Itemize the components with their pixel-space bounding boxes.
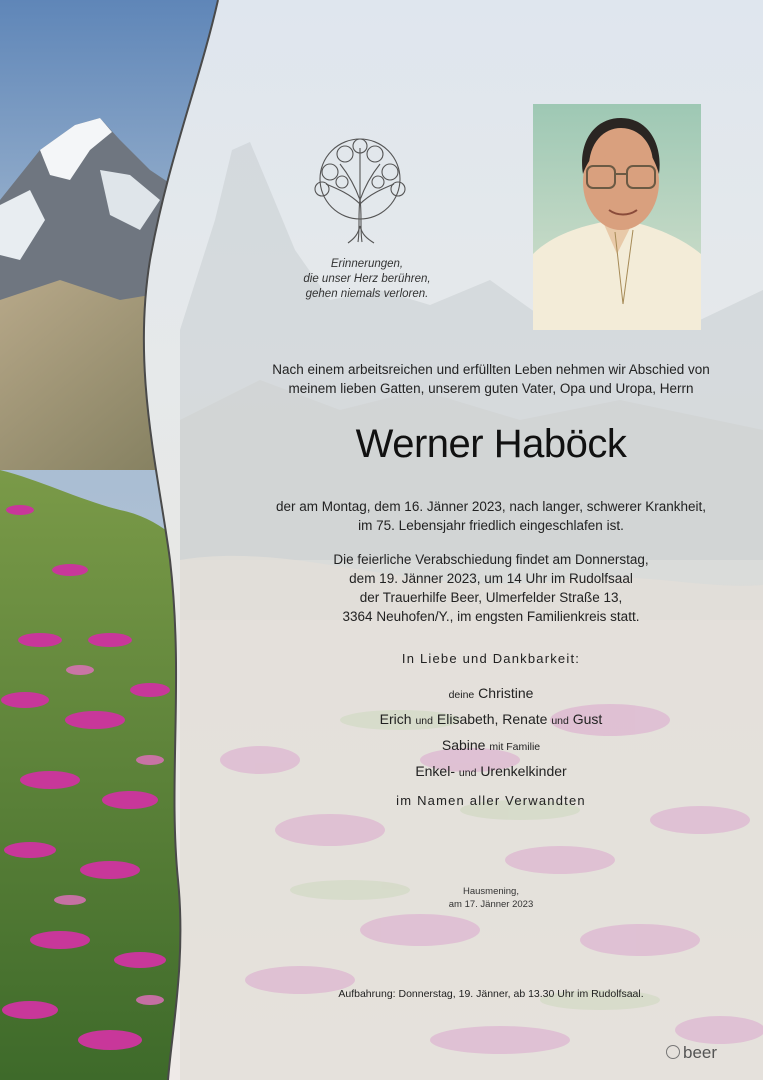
logo-icon [666,1045,680,1059]
mourner-conjunction: und [551,715,569,727]
place-line: Hausmening, [463,886,519,897]
date-line: am 17. Jänner 2023 [448,899,534,910]
mourner-conjunction: und [458,767,477,779]
mourners-list [230,680,752,784]
death-line: im 75. Lebensjahr friedlich eingeschlafen ist. [358,518,624,533]
mourner-prefix: deine [448,689,475,701]
place-date [230,885,752,911]
ceremony-info [230,550,752,626]
mourner-conjunction: und [415,715,433,727]
mourner-name: Sabine [441,737,486,753]
ceremony-line: 3364 Neuhofen/Y., im engsten Familienkreis statt. [342,609,640,624]
tree-of-life-icon [300,134,420,244]
mourner-name: Erich [379,711,412,727]
quote-line: Erinnerungen, [330,258,404,270]
quote-line: die unser Herz berühren, [303,273,431,285]
logo-text: beer [683,1043,718,1062]
deceased-name: Werner Haböck [355,422,627,466]
quote-line: gehen niemals verloren. [305,288,429,300]
ceremony-line: dem 19. Jänner 2023, um 14 Uhr im Rudolfsaal [349,571,633,586]
ceremony-line: Die feierliche Verabschiedung findet am Donnerstag, [333,552,649,567]
death-line: der am Montag, dem 16. Jänner 2023, nach langer, schwerer Krankheit, [276,499,706,514]
intro-line: Nach einem arbeitsreichen und erfüllten Leben nehmen wir Abschied von [272,362,710,377]
mourner-name: Gust [572,711,603,727]
gratitude-heading: In Liebe und Dankbarkeit: [401,651,581,666]
viewing-info: Aufbahrung: Donnerstag, 19. Jänner, ab 13.30 Uhr im Rudolfsaal. [338,988,644,1000]
mourner-name: Urenkelkinder [480,763,567,779]
mourner-row [230,680,752,706]
intro-text [230,360,752,398]
ceremony-line: der Trauerhilfe Beer, Ulmerfelder Straße 13, [359,590,623,605]
mourner-name: Elisabeth, Renate [436,711,548,727]
portrait-photo [533,104,701,330]
relatives-line: im Namen aller Verwandten [396,793,586,808]
mourner-row [230,732,752,758]
mourner-name: Christine [478,685,534,701]
mourner-suffix: mit Familie [489,741,541,753]
memorial-quote [272,257,462,302]
intro-line: meinem lieben Gatten, unserem guten Vater, Opa und Uropa, Herrn [288,381,694,396]
mourner-name: Enkel- [415,763,455,779]
mourner-row [230,706,752,732]
mourner-row [230,758,752,784]
beer-logo [666,1043,717,1063]
death-notice [230,497,752,535]
